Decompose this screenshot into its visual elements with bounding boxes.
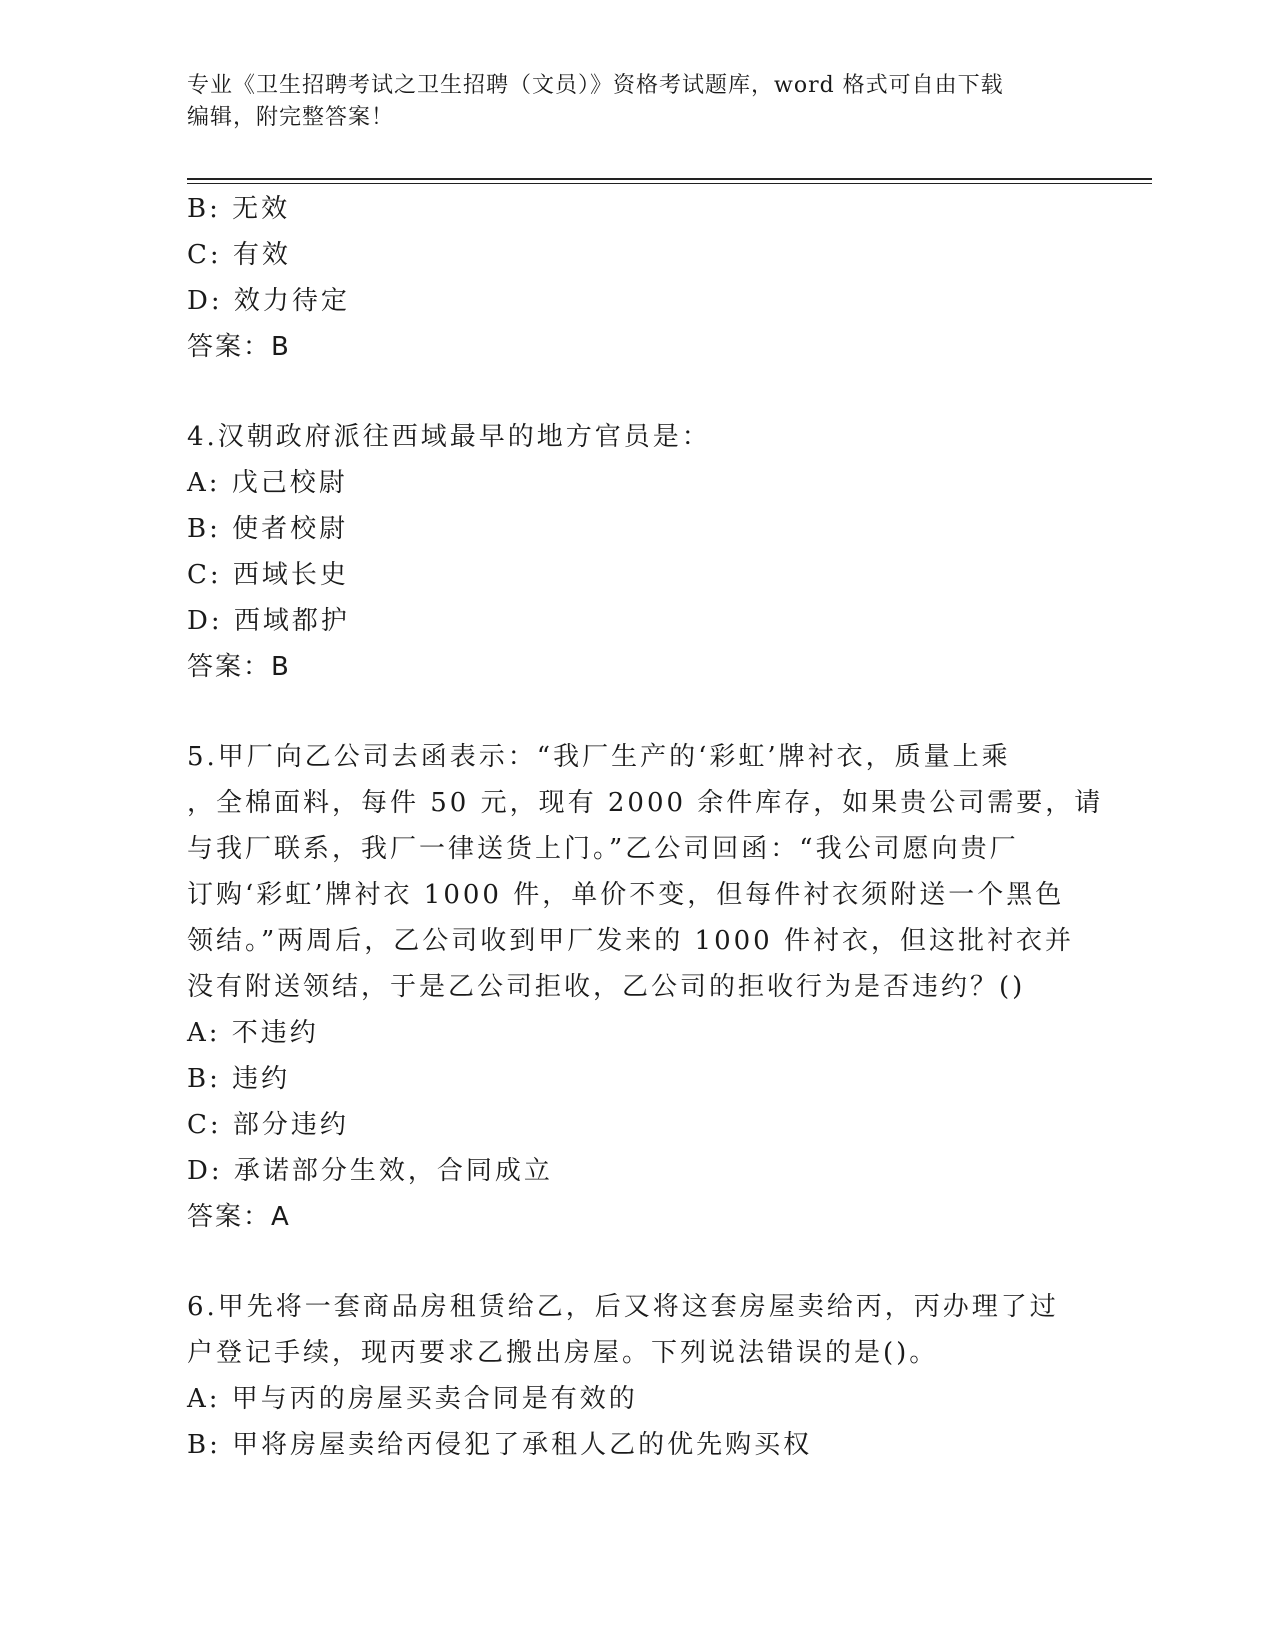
question-5 [187, 734, 1104, 1240]
question-stem-line: 5.甲厂向乙公司去函表示：“我厂生产的‘彩虹’牌衬衣，质量上乘 [187, 742, 1011, 772]
option-d: D: 效力待定 [187, 286, 350, 316]
header-line-2: 编辑，附完整答案！ [187, 105, 395, 130]
question-stem-line: 户登记手续，现丙要求乙搬出房屋。下列说法错误的是()。 [187, 1338, 939, 1368]
option-a: A: 戊己校尉 [187, 468, 348, 498]
header-rule-thick [187, 178, 1152, 180]
question-stem-line: 与我厂联系，我厂一律送货上门。”乙公司回函：“我公司愿向贵厂 [187, 834, 1019, 864]
option-d: D: 承诺部分生效，合同成立 [187, 1156, 553, 1186]
option-b: B: 违约 [187, 1064, 291, 1094]
question-3 [187, 186, 1087, 370]
spacer [187, 690, 1087, 734]
question-stem-line: 领结。”两周后，乙公司收到甲厂发来的 1000 件衬衣，但这批衬衣并 [187, 926, 1074, 956]
option-a: A: 甲与丙的房屋买卖合同是有效的 [187, 1384, 638, 1414]
option-c: C: 有效 [187, 240, 291, 270]
question-6 [187, 1284, 1087, 1468]
option-a: A: 不违约 [187, 1018, 319, 1048]
spacer [187, 1240, 1087, 1284]
question-stem-line: ，全棉面料，每件 50 元，现有 2000 余件库存，如果贵公司需要，请 [187, 788, 1104, 818]
header-line-1: 专业《卫生招聘考试之卫生招聘（文员）》资格考试题库，word 格式可自由下载 [187, 73, 1004, 98]
option-b: B: 使者校尉 [187, 514, 349, 544]
answer-label: 答案：A [187, 1202, 291, 1232]
option-c: C: 部分违约 [187, 1110, 349, 1140]
option-b: B: 甲将房屋卖给丙侵犯了承租人乙的优先购买权 [187, 1430, 813, 1460]
question-4 [187, 414, 1087, 690]
answer-label: 答案：B [187, 652, 291, 682]
question-stem-line: 6.甲先将一套商品房租赁给乙，后又将这套房屋卖给丙，丙办理了过 [187, 1292, 1059, 1322]
question-stem-line: 订购‘彩虹’牌衬衣 1000 件，单价不变，但每件衬衣须附送一个黑色 [187, 880, 1065, 910]
option-d: D: 西域都护 [187, 606, 350, 636]
question-stem-line: 没有附送领结，于是乙公司拒收，乙公司的拒收行为是否违约？() [187, 972, 1026, 1002]
header-rule-thin [187, 183, 1152, 184]
question-list [187, 186, 1104, 1468]
option-b: B: 无效 [187, 194, 291, 224]
option-c: C: 西域长史 [187, 560, 349, 590]
document-header [187, 70, 1067, 134]
question-stem: 4.汉朝政府派往西域最早的地方官员是： [187, 422, 711, 452]
spacer [187, 370, 1087, 414]
answer-label: 答案：B [187, 332, 291, 362]
